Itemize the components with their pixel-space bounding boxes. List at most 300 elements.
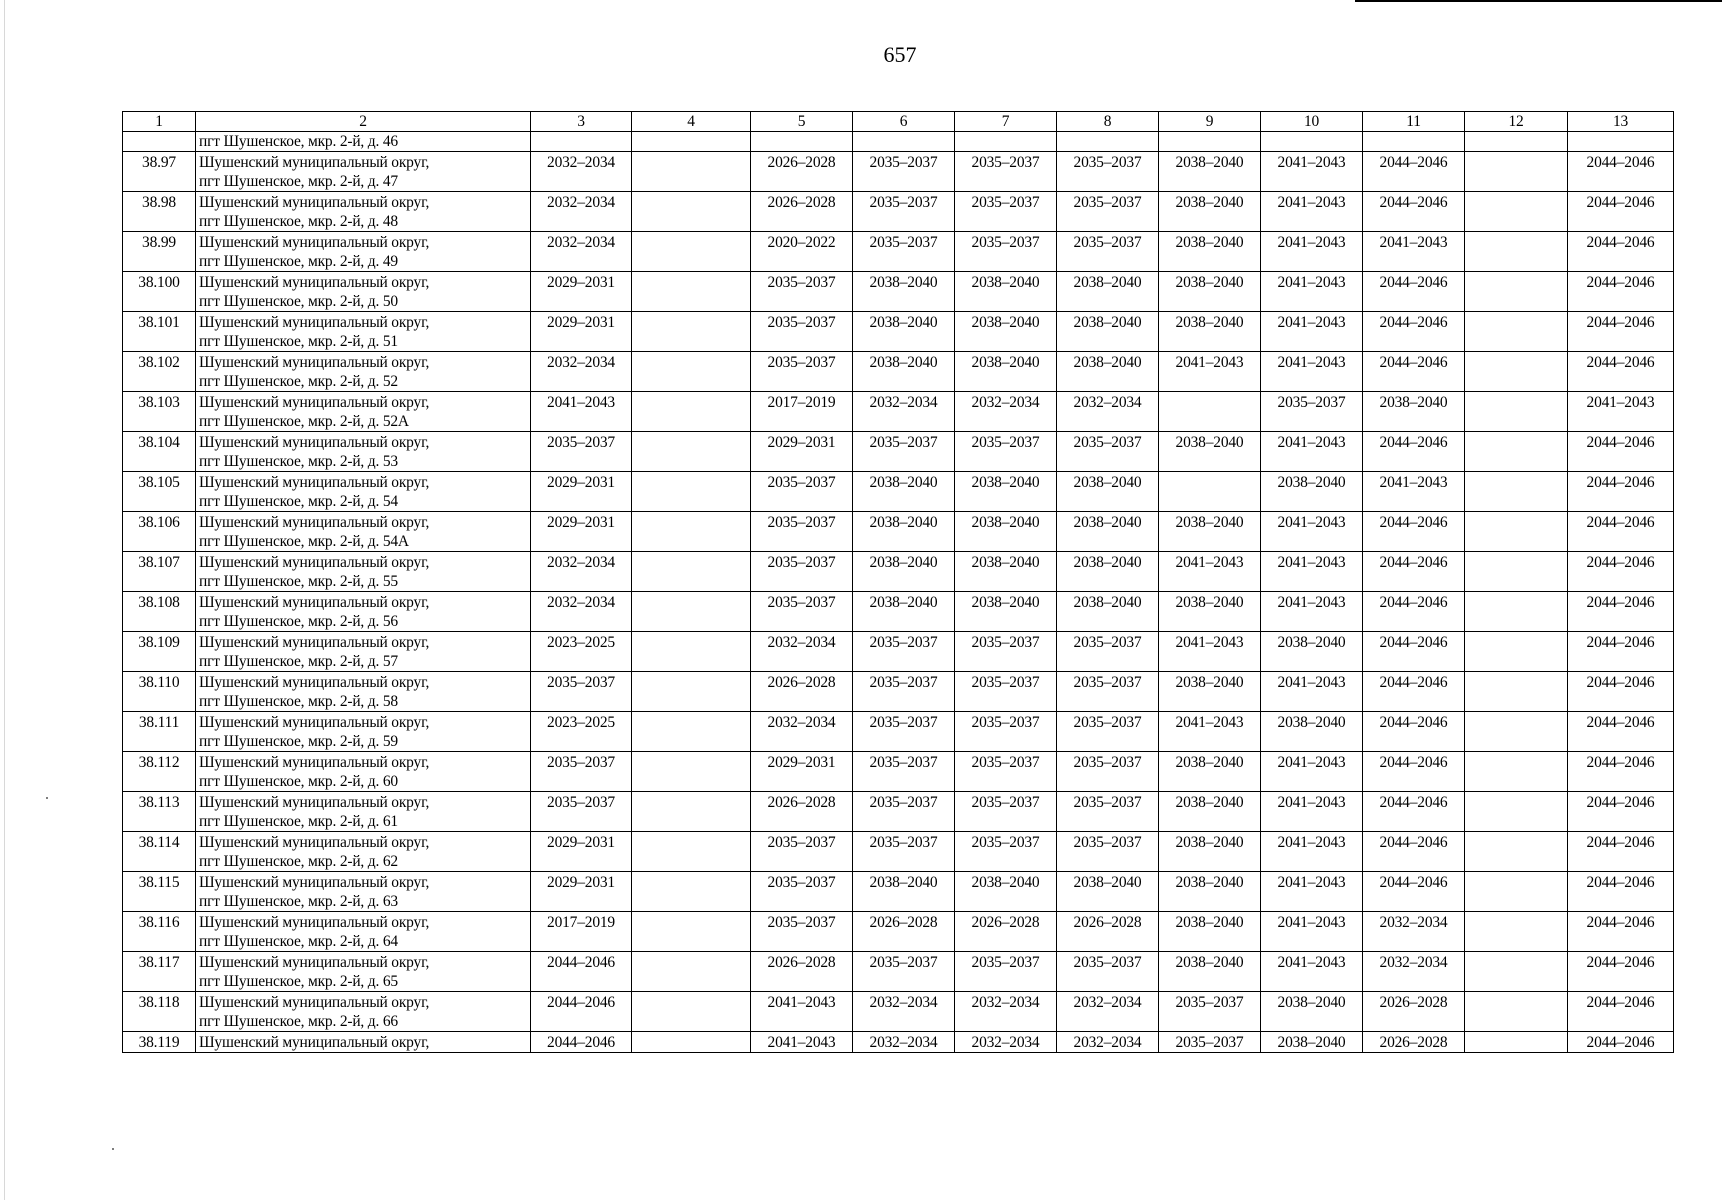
period-cell-9: 2038–2040 (1159, 192, 1261, 232)
period-cell-7: 2035–2037 (955, 192, 1057, 232)
period-cell-4 (632, 192, 751, 232)
period-cell-4 (632, 912, 751, 952)
period-cell-8: 2035–2037 (1057, 672, 1159, 712)
address-line-1: Шушенский муниципальный округ, (199, 314, 430, 331)
period-cell-4 (632, 272, 751, 312)
period-cell-3: 2032–2034 (531, 232, 632, 272)
period-cell-9: 2041–2043 (1159, 352, 1261, 392)
column-header-8: 8 (1057, 112, 1159, 132)
period-cell-12 (1465, 232, 1568, 272)
period-cell-11: 2038–2040 (1363, 392, 1465, 432)
address-line-1: Шушенский муниципальный округ, (199, 994, 430, 1011)
address-line-2: пгт Шушенское, мкр. 2-й, д. 60 (199, 773, 398, 790)
period-cell-10: 2041–2043 (1261, 832, 1363, 872)
period-cell-9: 2038–2040 (1159, 672, 1261, 712)
row-number-cell: 38.102 (123, 352, 196, 392)
period-cell-13: 2044–2046 (1568, 912, 1674, 952)
period-cell-13: 2044–2046 (1568, 752, 1674, 792)
address-cell (196, 192, 531, 232)
address-cell (196, 552, 531, 592)
address-cell (196, 872, 531, 912)
period-cell-13: 2044–2046 (1568, 312, 1674, 352)
address-line-2: пгт Шушенское, мкр. 2-й, д. 58 (199, 693, 398, 710)
period-cell-8: 2035–2037 (1057, 152, 1159, 192)
top-rule (1355, 0, 1722, 2)
period-cell-4 (632, 552, 751, 592)
period-cell-8: 2038–2040 (1057, 312, 1159, 352)
period-cell-9: 2041–2043 (1159, 712, 1261, 752)
period-cell-6: 2038–2040 (853, 272, 955, 312)
table-row (123, 912, 1674, 952)
period-cell-8: 2038–2040 (1057, 872, 1159, 912)
address-line-2: пгт Шушенское, мкр. 2-й, д. 64 (199, 933, 398, 950)
period-cell-8: 2035–2037 (1057, 792, 1159, 832)
row-number-cell: 38.104 (123, 432, 196, 472)
period-cell-13: 2044–2046 (1568, 152, 1674, 192)
period-cell-4 (632, 952, 751, 992)
period-cell-3: 2035–2037 (531, 752, 632, 792)
period-cell-6: 2035–2037 (853, 232, 955, 272)
period-cell-9 (1159, 472, 1261, 512)
period-cell-6: 2035–2037 (853, 152, 955, 192)
period-cell-6: 2032–2034 (853, 992, 955, 1032)
table-row (123, 132, 1674, 152)
period-cell-3: 2029–2031 (531, 272, 632, 312)
period-cell-4 (632, 672, 751, 712)
period-cell-8: 2038–2040 (1057, 472, 1159, 512)
period-cell-11: 2026–2028 (1363, 1032, 1465, 1053)
period-cell-11: 2044–2046 (1363, 712, 1465, 752)
period-cell-13: 2044–2046 (1568, 512, 1674, 552)
period-cell-7: 2035–2037 (955, 832, 1057, 872)
address-cell (196, 472, 531, 512)
table-row (123, 752, 1674, 792)
row-number-cell: 38.119 (123, 1032, 196, 1053)
period-cell-6: 2035–2037 (853, 432, 955, 472)
address-line-1: Шушенский муниципальный округ, (199, 674, 430, 691)
period-cell-11: 2044–2046 (1363, 272, 1465, 312)
address-line-1: Шушенский муниципальный округ, (199, 834, 430, 851)
period-cell-10: 2041–2043 (1261, 552, 1363, 592)
period-cell-13: 2044–2046 (1568, 872, 1674, 912)
period-cell-10: 2041–2043 (1261, 752, 1363, 792)
address-line-2: пгт Шушенское, мкр. 2-й, д. 50 (199, 293, 398, 310)
period-cell-11: 2044–2046 (1363, 552, 1465, 592)
period-cell-5 (751, 132, 853, 152)
period-cell-12 (1465, 432, 1568, 472)
period-cell-7: 2032–2034 (955, 992, 1057, 1032)
column-header-12: 12 (1465, 112, 1568, 132)
column-header-5: 5 (751, 112, 853, 132)
period-cell-11: 2026–2028 (1363, 992, 1465, 1032)
period-cell-8: 2035–2037 (1057, 232, 1159, 272)
period-cell-5: 2035–2037 (751, 472, 853, 512)
period-cell-11: 2044–2046 (1363, 312, 1465, 352)
address-cell (196, 792, 531, 832)
period-cell-9: 2038–2040 (1159, 232, 1261, 272)
period-cell-4 (632, 632, 751, 672)
address-line-1: Шушенский муниципальный округ, (199, 754, 430, 771)
period-cell-10: 2041–2043 (1261, 912, 1363, 952)
period-cell-12 (1465, 792, 1568, 832)
period-cell-8: 2035–2037 (1057, 432, 1159, 472)
table-row (123, 1032, 1674, 1053)
address-line-2: пгт Шушенское, мкр. 2-й, д. 52А (199, 413, 409, 430)
period-cell-11: 2044–2046 (1363, 752, 1465, 792)
table-row (123, 992, 1674, 1032)
address-cell (196, 832, 531, 872)
period-cell-3: 2032–2034 (531, 192, 632, 232)
address-line-2: пгт Шушенское, мкр. 2-й, д. 52 (199, 373, 398, 390)
address-cell (196, 632, 531, 672)
table-row (123, 192, 1674, 232)
period-cell-4 (632, 472, 751, 512)
period-cell-4 (632, 872, 751, 912)
table-row (123, 272, 1674, 312)
period-cell-5: 2020–2022 (751, 232, 853, 272)
address-cell (196, 352, 531, 392)
period-cell-9: 2038–2040 (1159, 512, 1261, 552)
address-cell (196, 712, 531, 752)
period-cell-7 (955, 132, 1057, 152)
address-cell (196, 592, 531, 632)
column-header-7: 7 (955, 112, 1057, 132)
address-line-1: Шушенский муниципальный округ, (199, 634, 430, 651)
period-cell-9 (1159, 392, 1261, 432)
period-cell-13: 2044–2046 (1568, 592, 1674, 632)
row-number-cell: 38.116 (123, 912, 196, 952)
period-cell-13: 2044–2046 (1568, 192, 1674, 232)
address-line-2: пгт Шушенское, мкр. 2-й, д. 53 (199, 453, 398, 470)
address-line-1: Шушенский муниципальный округ, (199, 714, 430, 731)
period-cell-6: 2026–2028 (853, 912, 955, 952)
period-cell-10: 2035–2037 (1261, 392, 1363, 432)
table-row (123, 352, 1674, 392)
period-cell-11: 2044–2046 (1363, 592, 1465, 632)
period-cell-9: 2038–2040 (1159, 832, 1261, 872)
period-cell-10: 2041–2043 (1261, 312, 1363, 352)
table-row (123, 712, 1674, 752)
address-line-1: Шушенский муниципальный округ, (199, 514, 430, 531)
table-row (123, 592, 1674, 632)
table-row (123, 312, 1674, 352)
page-number: 657 (883, 42, 917, 67)
period-cell-3: 2029–2031 (531, 472, 632, 512)
period-cell-12 (1465, 832, 1568, 872)
address-line-2: пгт Шушенское, мкр. 2-й, д. 47 (199, 173, 398, 190)
row-number-cell: 38.109 (123, 632, 196, 672)
table-row (123, 512, 1674, 552)
period-cell-8: 2035–2037 (1057, 192, 1159, 232)
period-cell-6: 2038–2040 (853, 312, 955, 352)
row-number-cell: 38.117 (123, 952, 196, 992)
period-cell-7: 2035–2037 (955, 432, 1057, 472)
row-number-cell: 38.99 (123, 232, 196, 272)
period-cell-12 (1465, 632, 1568, 672)
address-line-2: пгт Шушенское, мкр. 2-й, д. 61 (199, 813, 398, 830)
table-row (123, 552, 1674, 592)
period-cell-9: 2038–2040 (1159, 432, 1261, 472)
period-cell-12 (1465, 352, 1568, 392)
period-cell-7: 2038–2040 (955, 472, 1057, 512)
period-cell-8: 2035–2037 (1057, 632, 1159, 672)
period-cell-10: 2041–2043 (1261, 432, 1363, 472)
period-cell-5: 2035–2037 (751, 592, 853, 632)
period-cell-3: 2029–2031 (531, 872, 632, 912)
address-cell (196, 132, 531, 152)
row-number-cell: 38.114 (123, 832, 196, 872)
period-cell-9: 2035–2037 (1159, 992, 1261, 1032)
period-cell-12 (1465, 712, 1568, 752)
table-row (123, 952, 1674, 992)
period-cell-3: 2044–2046 (531, 952, 632, 992)
period-cell-11: 2044–2046 (1363, 792, 1465, 832)
row-number-cell: 38.103 (123, 392, 196, 432)
table-body (123, 132, 1674, 1053)
period-cell-4 (632, 832, 751, 872)
period-cell-12 (1465, 952, 1568, 992)
period-cell-10: 2041–2043 (1261, 952, 1363, 992)
column-header-13: 13 (1568, 112, 1674, 132)
period-cell-6: 2035–2037 (853, 792, 955, 832)
address-cell (196, 272, 531, 312)
address-cell (196, 752, 531, 792)
period-cell-4 (632, 512, 751, 552)
period-cell-7: 2035–2037 (955, 232, 1057, 272)
period-cell-5: 2035–2037 (751, 912, 853, 952)
period-cell-5: 2041–2043 (751, 1032, 853, 1053)
period-cell-6: 2032–2034 (853, 1032, 955, 1053)
period-cell-9: 2035–2037 (1159, 1032, 1261, 1053)
address-line-2: пгт Шушенское, мкр. 2-й, д. 63 (199, 893, 398, 910)
address-line-2: пгт Шушенское, мкр. 2-й, д. 56 (199, 613, 398, 630)
page-edge (4, 0, 5, 1200)
period-cell-11 (1363, 132, 1465, 152)
period-cell-6: 2035–2037 (853, 832, 955, 872)
address-cell (196, 672, 531, 712)
period-cell-6: 2035–2037 (853, 752, 955, 792)
period-cell-13: 2044–2046 (1568, 992, 1674, 1032)
period-cell-8: 2038–2040 (1057, 592, 1159, 632)
period-cell-7: 2038–2040 (955, 312, 1057, 352)
period-cell-13: 2044–2046 (1568, 632, 1674, 672)
period-cell-3: 2044–2046 (531, 1032, 632, 1053)
period-cell-8: 2032–2034 (1057, 992, 1159, 1032)
period-cell-11: 2032–2034 (1363, 912, 1465, 952)
address-line-2: пгт Шушенское, мкр. 2-й, д. 54А (199, 533, 409, 550)
address-line-1: Шушенский муниципальный округ, (199, 194, 430, 211)
address-cell (196, 992, 531, 1032)
period-cell-11: 2044–2046 (1363, 512, 1465, 552)
address-line-2: пгт Шушенское, мкр. 2-й, д. 46 (199, 133, 398, 150)
period-cell-3: 2029–2031 (531, 312, 632, 352)
row-number-cell: 38.108 (123, 592, 196, 632)
table-row (123, 792, 1674, 832)
address-line-1: Шушенский муниципальный округ, (199, 914, 430, 931)
period-cell-9: 2038–2040 (1159, 912, 1261, 952)
period-cell-9: 2041–2043 (1159, 552, 1261, 592)
table-row (123, 152, 1674, 192)
header-row (123, 112, 1674, 132)
period-cell-4 (632, 752, 751, 792)
address-line-1: Шушенский муниципальный округ, (199, 554, 430, 571)
period-cell-8: 2038–2040 (1057, 352, 1159, 392)
period-cell-12 (1465, 672, 1568, 712)
period-cell-11: 2044–2046 (1363, 352, 1465, 392)
period-cell-9: 2041–2043 (1159, 632, 1261, 672)
scan-speck (46, 797, 48, 799)
period-cell-10 (1261, 132, 1363, 152)
column-header-6: 6 (853, 112, 955, 132)
period-cell-6: 2038–2040 (853, 352, 955, 392)
period-cell-11: 2044–2046 (1363, 432, 1465, 472)
address-cell (196, 512, 531, 552)
period-cell-13: 2044–2046 (1568, 232, 1674, 272)
address-line-1: Шушенский муниципальный округ, (199, 874, 430, 891)
period-cell-8: 2038–2040 (1057, 512, 1159, 552)
table-header (123, 112, 1674, 132)
address-line-1: Шушенский муниципальный округ, (199, 1034, 430, 1051)
period-cell-9: 2038–2040 (1159, 952, 1261, 992)
period-cell-9: 2038–2040 (1159, 272, 1261, 312)
address-cell (196, 952, 531, 992)
row-number-cell: 38.112 (123, 752, 196, 792)
period-cell-4 (632, 792, 751, 832)
period-cell-6: 2035–2037 (853, 192, 955, 232)
period-cell-13: 2044–2046 (1568, 672, 1674, 712)
address-line-1: Шушенский муниципальный округ, (199, 474, 430, 491)
period-cell-3: 2023–2025 (531, 712, 632, 752)
address-line-2: пгт Шушенское, мкр. 2-й, д. 65 (199, 973, 398, 990)
address-line-2: пгт Шушенское, мкр. 2-й, д. 57 (199, 653, 398, 670)
period-cell-13: 2044–2046 (1568, 432, 1674, 472)
period-cell-6: 2035–2037 (853, 952, 955, 992)
schedule-table (122, 111, 1674, 1053)
address-line-2: пгт Шушенское, мкр. 2-й, д. 48 (199, 213, 398, 230)
period-cell-13: 2044–2046 (1568, 712, 1674, 752)
period-cell-6: 2038–2040 (853, 592, 955, 632)
row-number-cell: 38.97 (123, 152, 196, 192)
address-line-2: пгт Шушенское, мкр. 2-й, д. 66 (199, 1013, 398, 1030)
period-cell-3: 2035–2037 (531, 672, 632, 712)
period-cell-3: 2029–2031 (531, 832, 632, 872)
address-cell (196, 1032, 531, 1053)
period-cell-4 (632, 132, 751, 152)
period-cell-10: 2041–2043 (1261, 352, 1363, 392)
address-line-2: пгт Шушенское, мкр. 2-й, д. 59 (199, 733, 398, 750)
address-line-1: Шушенский муниципальный округ, (199, 594, 430, 611)
period-cell-5: 2026–2028 (751, 192, 853, 232)
period-cell-4 (632, 712, 751, 752)
period-cell-7: 2038–2040 (955, 512, 1057, 552)
period-cell-12 (1465, 512, 1568, 552)
period-cell-8: 2038–2040 (1057, 552, 1159, 592)
table-row (123, 632, 1674, 672)
period-cell-7: 2038–2040 (955, 592, 1057, 632)
address-cell (196, 312, 531, 352)
address-line-1: Шушенский муниципальный округ, (199, 234, 430, 251)
period-cell-6: 2035–2037 (853, 672, 955, 712)
period-cell-13: 2044–2046 (1568, 952, 1674, 992)
period-cell-6: 2032–2034 (853, 392, 955, 432)
period-cell-9: 2038–2040 (1159, 792, 1261, 832)
period-cell-3: 2023–2025 (531, 632, 632, 672)
period-cell-12 (1465, 912, 1568, 952)
period-cell-12 (1465, 1032, 1568, 1053)
period-cell-8: 2035–2037 (1057, 952, 1159, 992)
period-cell-10: 2041–2043 (1261, 512, 1363, 552)
period-cell-13: 2044–2046 (1568, 352, 1674, 392)
period-cell-4 (632, 992, 751, 1032)
period-cell-12 (1465, 992, 1568, 1032)
period-cell-13: 2044–2046 (1568, 792, 1674, 832)
period-cell-12 (1465, 592, 1568, 632)
period-cell-11: 2032–2034 (1363, 952, 1465, 992)
row-number-cell: 38.115 (123, 872, 196, 912)
address-cell (196, 432, 531, 472)
period-cell-10: 2041–2043 (1261, 272, 1363, 312)
period-cell-9: 2038–2040 (1159, 752, 1261, 792)
table-row (123, 232, 1674, 272)
row-number-cell (123, 132, 196, 152)
period-cell-3: 2017–2019 (531, 912, 632, 952)
period-cell-3: 2035–2037 (531, 792, 632, 832)
period-cell-10: 2038–2040 (1261, 632, 1363, 672)
address-line-2: пгт Шушенское, мкр. 2-й, д. 54 (199, 493, 398, 510)
table-row (123, 672, 1674, 712)
period-cell-11: 2044–2046 (1363, 632, 1465, 672)
period-cell-13: 2044–2046 (1568, 832, 1674, 872)
period-cell-3 (531, 132, 632, 152)
period-cell-5: 2035–2037 (751, 512, 853, 552)
period-cell-6 (853, 132, 955, 152)
period-cell-12 (1465, 132, 1568, 152)
period-cell-5: 2026–2028 (751, 672, 853, 712)
period-cell-7: 2038–2040 (955, 272, 1057, 312)
address-line-1: Шушенский муниципальный округ, (199, 154, 430, 171)
column-header-10: 10 (1261, 112, 1363, 132)
period-cell-10: 2041–2043 (1261, 192, 1363, 232)
period-cell-10: 2041–2043 (1261, 872, 1363, 912)
row-number-cell: 38.107 (123, 552, 196, 592)
period-cell-6: 2035–2037 (853, 712, 955, 752)
table-row (123, 392, 1674, 432)
period-cell-7: 2035–2037 (955, 672, 1057, 712)
period-cell-11: 2044–2046 (1363, 192, 1465, 232)
address-line-1: Шушенский муниципальный округ, (199, 274, 430, 291)
period-cell-5: 2026–2028 (751, 152, 853, 192)
period-cell-9 (1159, 132, 1261, 152)
period-cell-9: 2038–2040 (1159, 872, 1261, 912)
period-cell-5: 2026–2028 (751, 792, 853, 832)
period-cell-11: 2044–2046 (1363, 152, 1465, 192)
period-cell-3: 2044–2046 (531, 992, 632, 1032)
period-cell-3: 2032–2034 (531, 592, 632, 632)
period-cell-6: 2038–2040 (853, 472, 955, 512)
period-cell-7: 2038–2040 (955, 872, 1057, 912)
period-cell-13: 2044–2046 (1568, 552, 1674, 592)
period-cell-8: 2032–2034 (1057, 1032, 1159, 1053)
period-cell-7: 2035–2037 (955, 952, 1057, 992)
period-cell-5: 2029–2031 (751, 752, 853, 792)
period-cell-12 (1465, 192, 1568, 232)
period-cell-11: 2044–2046 (1363, 832, 1465, 872)
address-line-1: Шушенский муниципальный округ, (199, 794, 430, 811)
column-header-3: 3 (531, 112, 632, 132)
period-cell-12 (1465, 392, 1568, 432)
table-row (123, 832, 1674, 872)
period-cell-8: 2026–2028 (1057, 912, 1159, 952)
